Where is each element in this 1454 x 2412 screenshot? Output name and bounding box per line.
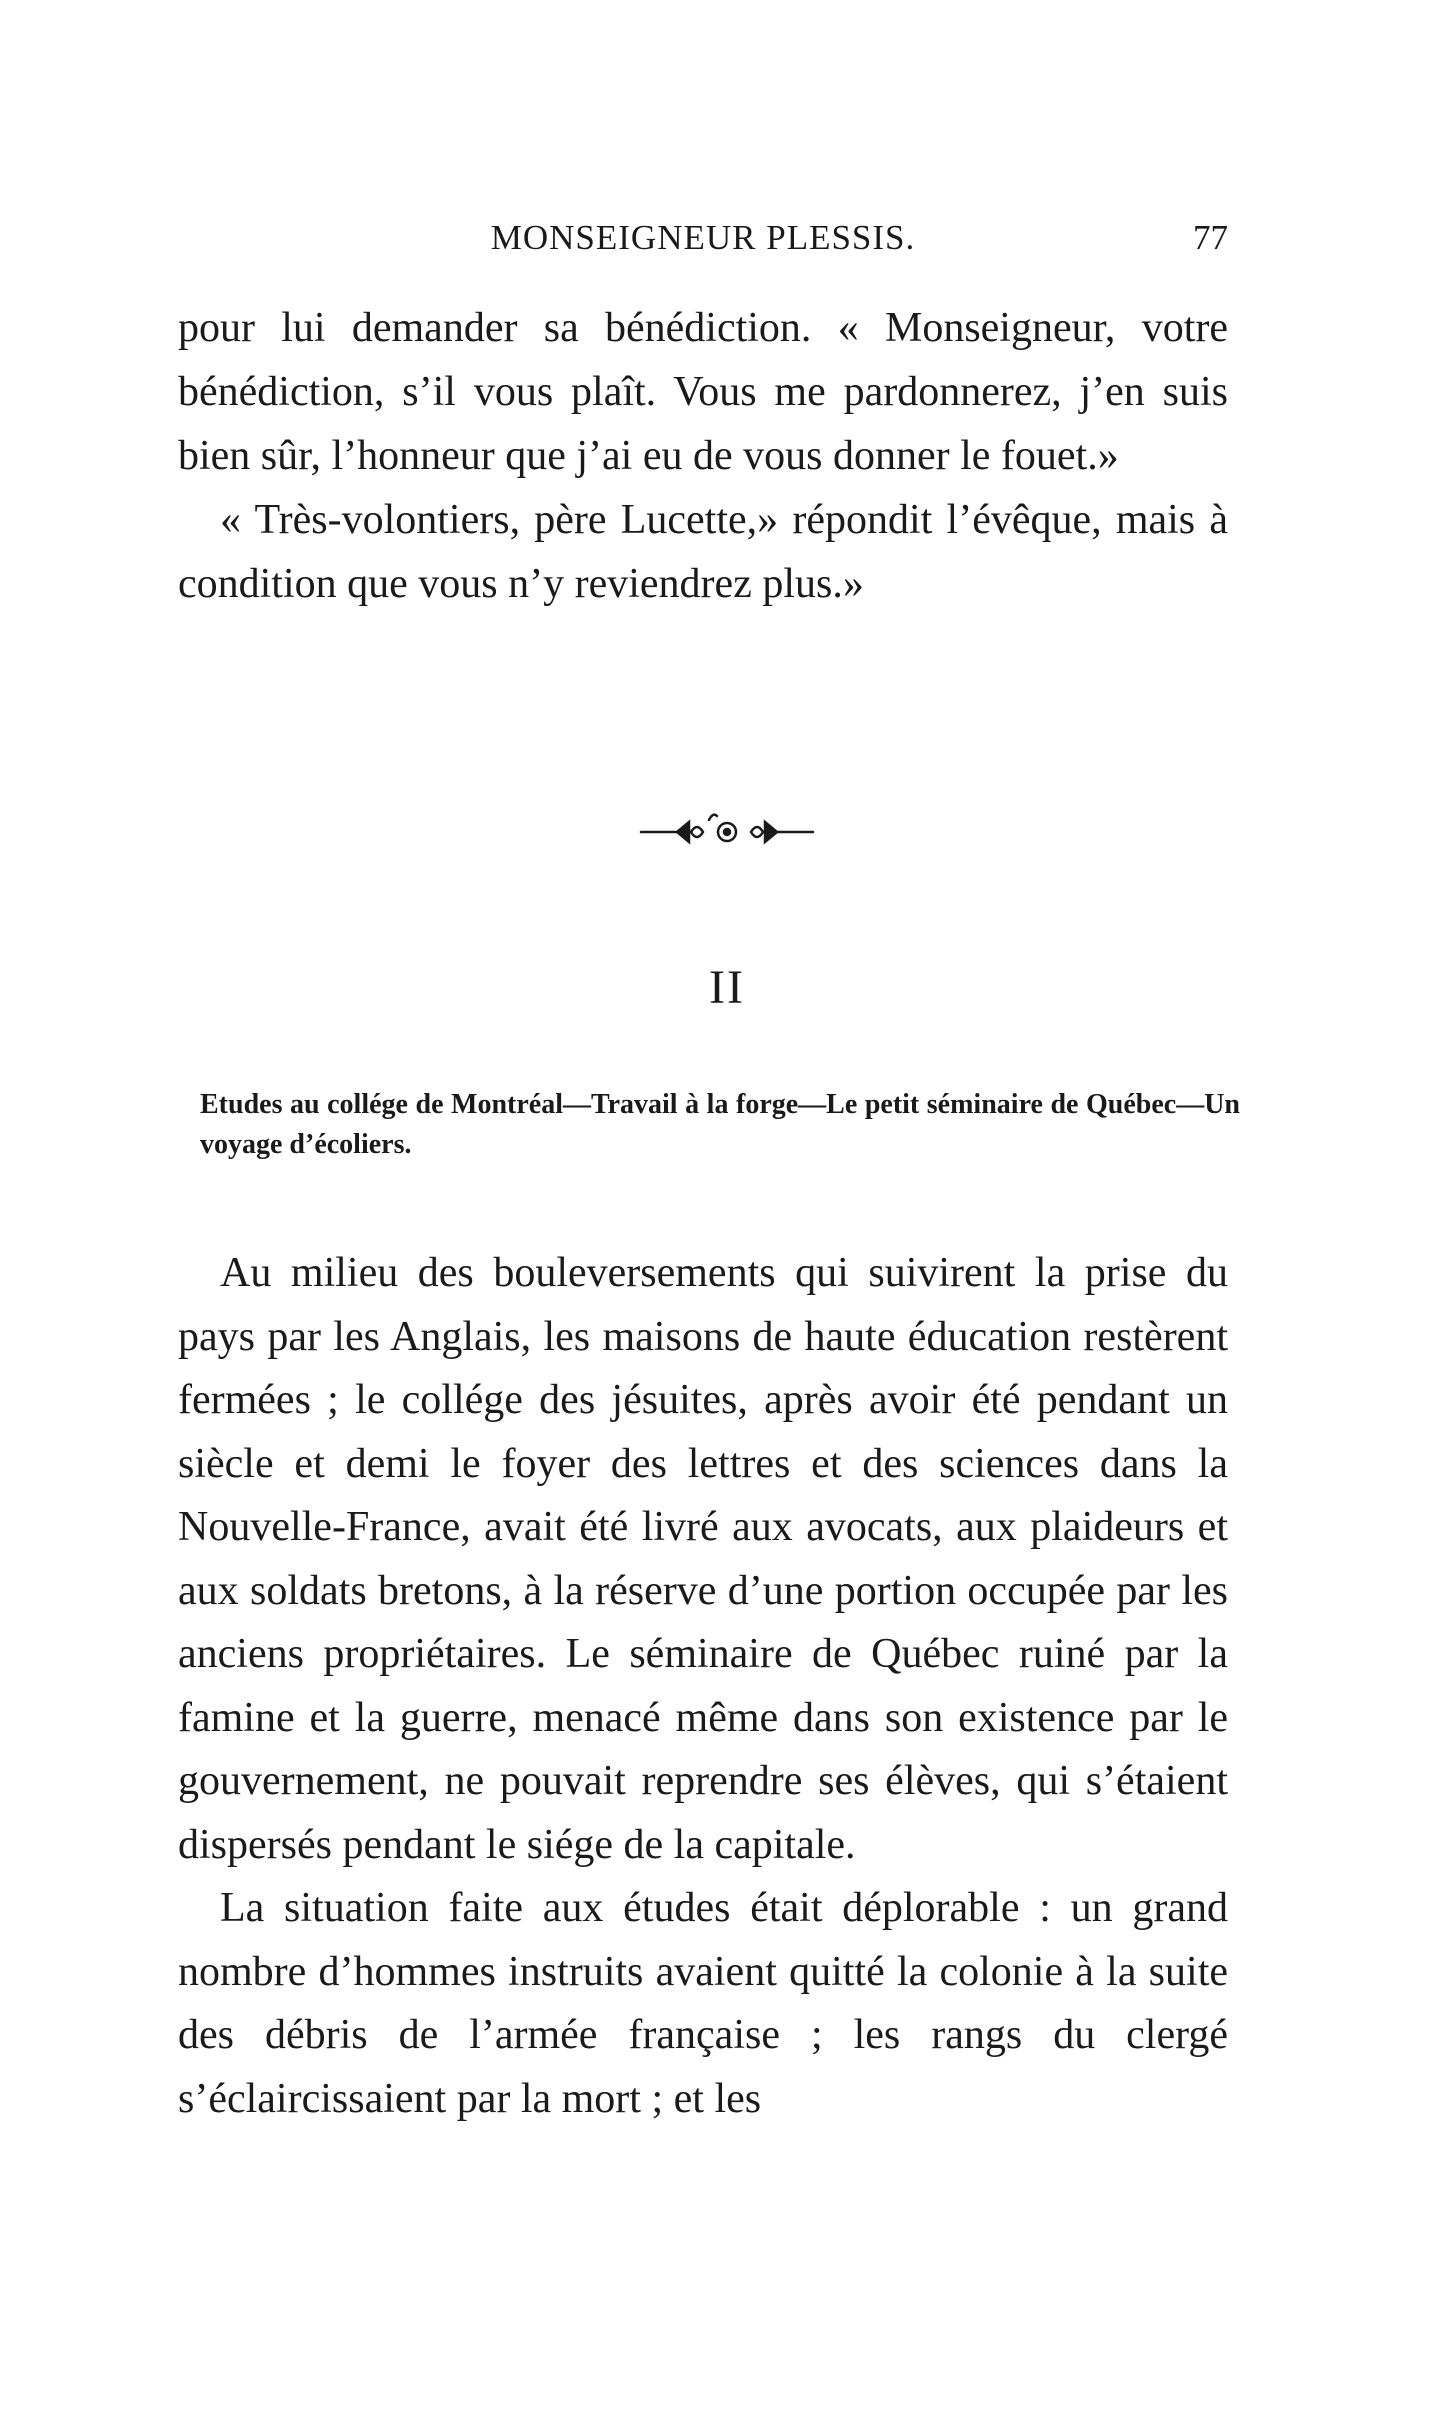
page-number: 77 bbox=[1193, 218, 1228, 257]
running-head bbox=[178, 218, 1228, 268]
decorative-flourish-icon bbox=[0, 808, 1454, 848]
chapter-summary: Etudes au collége de Montréal—Travail à la forge—Le petit séminaire de Québec—Un voyage d’écoliers. bbox=[200, 1089, 1240, 1160]
paragraph: Au milieu des bouleversements qui suivirent la prise du pays par les Anglais, les maisons de haute éducation restèrent fermées ; le collége des jésuites, après avoir été pendant un siècle et demi le foyer des lettres et des sciences dans la Nouvelle-France, avait été livré aux avocats, aux plaideurs et aux soldats bretons, à la réserve d’une portion occupée par les anciens propriétaires. Le séminaire de Québec ruiné par la famine et la guerre, menacé même dans son existence par le gouvernement, ne pouvait reprendre ses élèves, qui s’étaient dispersés pendant le siége de la capitale. bbox=[178, 1250, 1228, 1868]
flourish-svg bbox=[637, 808, 817, 848]
chapter-body bbox=[178, 1242, 1228, 2131]
previous-chapter-text bbox=[178, 296, 1228, 616]
chapter-numeral: II bbox=[709, 961, 745, 1014]
paragraph: pour lui demander sa bénédiction. « Monseigneur, votre bénédiction, s’il vous plaît. Vous me pardonnerez, j’en suis bien sûr, l’honneur que j’ai eu de vous donner le fouet.» bbox=[178, 305, 1228, 479]
paragraph: La situation faite aux études était déplorable : un grand nombre d’hommes instruits avaient quitté la colonie à la suite des débris de l’armée française ; les rangs du clergé s’éclaircissaient par la mort ; et les bbox=[178, 1885, 1228, 2122]
paragraph: « Très-volontiers, père Lucette,» répondit l’évêque, mais à condition que vous n’y reviendrez plus.» bbox=[178, 497, 1228, 607]
running-title: MONSEIGNEUR PLESSIS. bbox=[490, 218, 916, 257]
